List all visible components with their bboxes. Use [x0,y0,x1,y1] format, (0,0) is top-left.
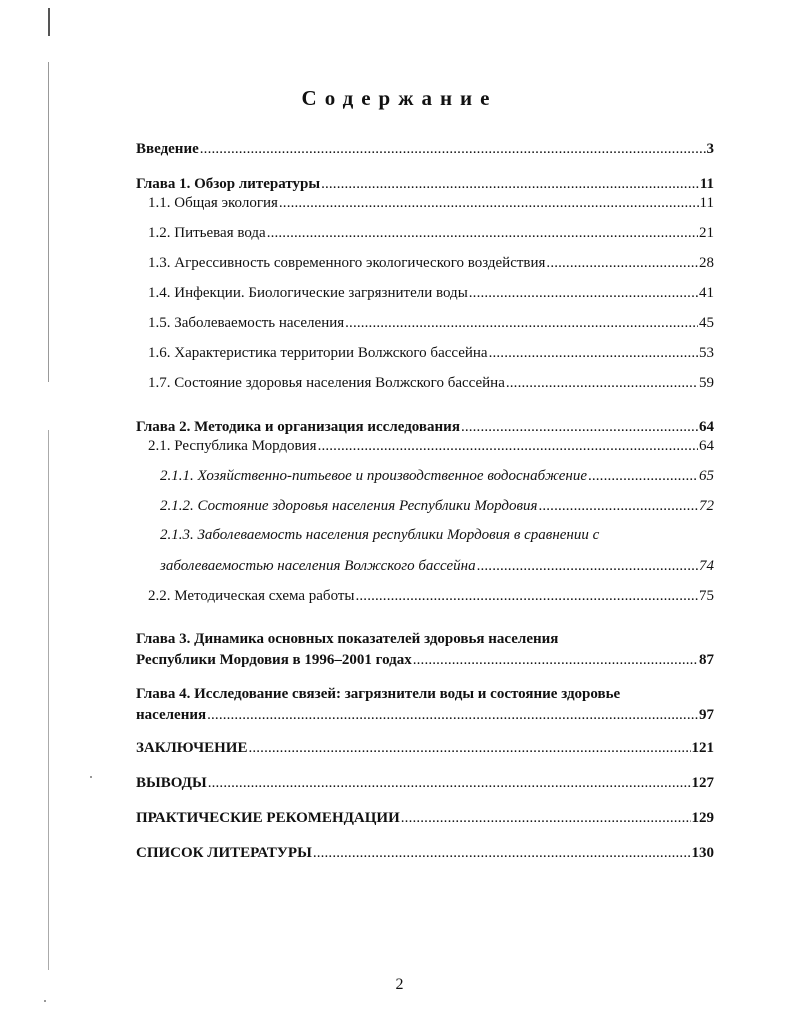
toc-entry-page: 64 [699,419,714,435]
toc-entry-page: 21 [699,225,714,241]
toc-entry-page: 53 [699,345,714,361]
toc-leader-dots [267,224,698,242]
toc-entry-label: Республики Мордовия в 1996–2001 годах [136,652,412,668]
toc-entry-label: населения [136,707,207,723]
toc-entry-2-1-3-line-1[interactable]: 2.1.3. Заболеваемость населения республики Мордовия в сравнении с [160,527,600,543]
toc-leader-dots [208,774,691,792]
toc-entry-label: 1.4. Инфекции. Биологические загрязнители воды [148,285,468,301]
toc-entry-page: 64 [699,438,714,454]
toc-entry-label: 2.1. Республика Мордовия [148,438,317,454]
toc-entry-1-1[interactable] [136,194,714,212]
toc-entry-label: 1.5. Заболеваемость населения [148,315,345,331]
toc-leader-dots [506,374,698,392]
toc-entry-label: ЗАКЛЮЧЕНИЕ [136,740,248,756]
toc-leader-dots [413,651,698,669]
scan-speck [44,1000,46,1002]
toc-entry-2-2[interactable] [136,587,714,605]
toc-entry-page: 97 [699,707,714,723]
toc-entry-1-3[interactable] [136,254,714,272]
toc-entry-label: 1.7. Состояние здоровья населения Волжского бассейна [148,375,505,391]
toc-entry-label: 2.1.2. Состояние здоровья населения Республики Мордовия [160,498,538,514]
toc-leader-dots [469,284,698,302]
toc-entry-2-1-1[interactable] [136,467,714,485]
toc-entry-page: 41 [699,285,714,301]
toc-entry-1-7[interactable] [136,374,714,392]
toc-entry-label: 1.3. Агрессивность современного экологического воздействия [148,255,546,271]
toc-entry-chapter-4[interactable] [136,706,714,724]
toc-entry-page: 11 [699,195,714,211]
toc-entry-2-1-3[interactable] [136,557,714,575]
toc-leader-dots [489,344,698,362]
toc-leader-dots [318,437,698,455]
toc-entry-page: 65 [699,468,714,484]
toc-entry-page: 3 [706,141,714,157]
toc-entry-2-1-2[interactable] [136,497,714,515]
page-title: Содержание [301,86,498,110]
toc-entry-1-5[interactable] [136,314,714,332]
toc-entry-label: Глава 2. Методика и организация исследования [136,419,460,435]
toc-entry-label: ВЫВОДЫ [136,775,207,791]
toc-entry-label: 1.1. Общая экология [148,195,278,211]
toc-entry-chapter-4-line-1[interactable]: Глава 4. Исследование связей: загрязнители воды и состояние здоровье [136,686,621,702]
toc-leader-dots [345,314,698,332]
toc-entry-label: заболеваемостью населения Волжского бассейна [160,558,476,574]
toc-entry-page: 130 [691,845,714,861]
toc-entry-chapter-3-line-1[interactable]: Глава 3. Динамика основных показателей здоровья населения [136,631,559,647]
toc-leader-dots [588,467,698,485]
toc-entry-recommendations[interactable] [136,809,714,827]
toc-entry-2-1[interactable] [136,437,714,455]
toc-entry-1-4[interactable] [136,284,714,302]
toc-entry-chapter-1[interactable] [136,175,714,193]
toc-leader-dots [461,418,698,436]
toc-entry-label: Введение [136,141,199,157]
toc-entry-findings[interactable] [136,774,714,792]
toc-leader-dots [248,739,690,757]
toc-entry-page: 129 [691,810,714,826]
toc-entry-label: 1.2. Питьевая вода [148,225,266,241]
toc-leader-dots [207,706,698,724]
toc-entry-page: 45 [699,315,714,331]
toc-leader-dots [200,140,706,158]
toc-entry-page: 87 [699,652,714,668]
toc-entry-label: СПИСОК ЛИТЕРАТУРЫ [136,845,312,861]
scan-speck [90,776,92,778]
scan-edge-line [48,8,50,36]
toc-entry-label: ПРАКТИЧЕСКИЕ РЕКОМЕНДАЦИИ [136,810,400,826]
toc-entry-page: 121 [691,740,714,756]
toc-entry-chapter-2[interactable] [136,418,714,436]
toc-entry-page: 127 [691,775,714,791]
toc-entry-page: 75 [699,588,714,604]
toc-entry-chapter-3[interactable] [136,651,714,669]
toc-entry-label: 1.6. Характеристика территории Волжского бассейна [148,345,488,361]
toc-entry-page: 28 [699,255,714,271]
toc-entry-label: Глава 1. Обзор литературы [136,176,321,192]
toc-entry-page: 11 [699,176,714,192]
toc-entry-page: 59 [699,375,714,391]
toc-entry-references[interactable] [136,844,714,862]
toc-entry-1-2[interactable] [136,224,714,242]
toc-entry-introduction[interactable] [136,140,714,158]
toc-leader-dots [401,809,691,827]
toc-entry-page: 72 [699,498,714,514]
toc-entry-page: 74 [699,558,714,574]
toc-leader-dots [477,557,698,575]
toc-entry-conclusion[interactable] [136,739,714,757]
toc-leader-dots [279,194,699,212]
toc-entry-label: 2.2. Методическая схема работы [148,588,355,604]
toc-leader-dots [321,175,699,193]
toc-leader-dots [356,587,699,605]
toc-leader-dots [313,844,691,862]
toc-leader-dots [546,254,698,272]
page-number: 2 [395,976,404,993]
toc-entry-label: 2.1.1. Хозяйственно-питьевое и производственное водоснабжение [160,468,587,484]
toc-entry-1-6[interactable] [136,344,714,362]
toc-leader-dots [538,497,698,515]
scan-edge-line [48,430,49,970]
